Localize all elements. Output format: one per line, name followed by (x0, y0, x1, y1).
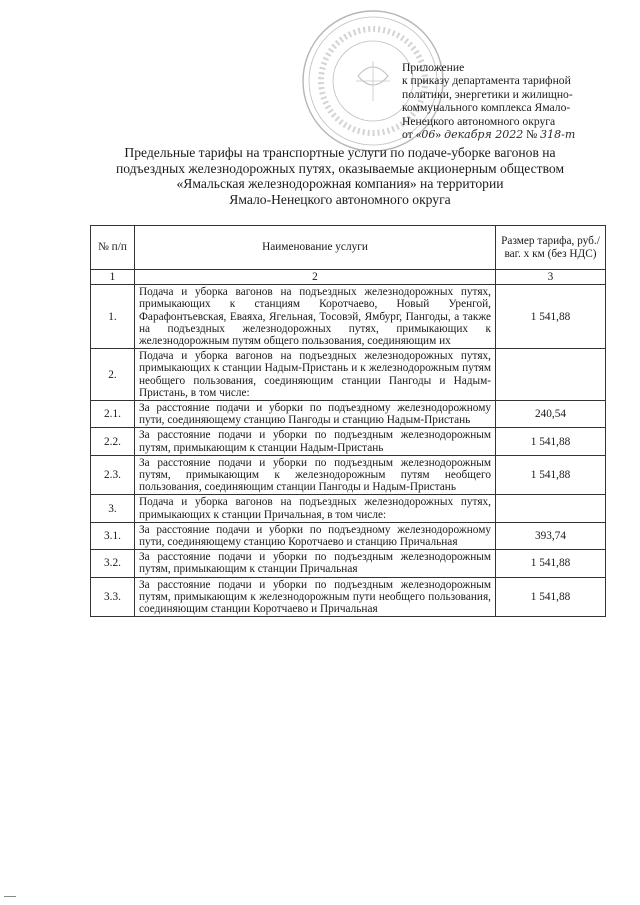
row-price: 1 541,88 (496, 550, 606, 577)
document-title (70, 145, 610, 207)
row-name: За расстояние подачи и уборки по подъездному железнодорожному пути, соединяющему станцию Коротчаево и станцию Причальная (135, 522, 496, 549)
row-price: 1 541,88 (496, 455, 606, 495)
title-line: Ямало-Ненецкого автономного округа (229, 191, 451, 207)
date-no: № (523, 128, 541, 142)
date-day: 06 (421, 128, 436, 142)
index-cell: 1 (91, 270, 135, 285)
row-name: За расстояние подачи и уборки по подъездным железнодорожным путям, примыкающим к железнодорожным пути необщего пользования, соединяющим станции Коротчаево и Причальная (135, 577, 496, 617)
row-num: 2. (91, 349, 135, 401)
row-price (496, 495, 606, 522)
row-num: 1. (91, 285, 135, 349)
date-month: декабря 2022 (444, 128, 524, 142)
table-row (91, 349, 606, 401)
table-index-row (91, 270, 606, 285)
table-row (91, 428, 606, 455)
row-num: 3.1. (91, 522, 135, 549)
appendix-line: коммунального комплекса Ямало- (402, 101, 571, 115)
index-cell: 3 (496, 270, 606, 285)
row-name: За расстояние подачи и уборки по подъездным железнодорожным путям, примыкающим к станции Надым-Пристань (135, 428, 496, 455)
appendix-line: к приказу департамента тарифной (402, 74, 571, 88)
row-num: 2.2. (91, 428, 135, 455)
row-price: 240,54 (496, 401, 606, 428)
row-num: 3.3. (91, 577, 135, 617)
index-cell: 2 (135, 270, 496, 285)
row-num: 3. (91, 495, 135, 522)
row-name: За расстояние подачи и уборки по подъездным железнодорожным путям, примыкающим к железнодорожным путям необщего пользования, соединяющим станции Пангоды и Надым-Пристань (135, 455, 496, 495)
appendix-line: Ненецкого автономного округа (402, 114, 556, 128)
title-line: «Ямальская железнодорожная компания» на территории (176, 176, 504, 192)
table-row (91, 495, 606, 522)
table-row (91, 401, 606, 428)
table-row (91, 577, 606, 617)
date-mid: » (435, 128, 445, 142)
appendix-line: Приложение (402, 61, 465, 74)
header-num: № п/п (91, 226, 135, 270)
row-num: 3.2. (91, 550, 135, 577)
row-price (496, 349, 606, 401)
date-prefix: от « (402, 128, 422, 142)
appendix-block (402, 61, 632, 141)
table-row (91, 522, 606, 549)
row-name: За расстояние подачи и уборки по подъездным железнодорожным путям, примыкающим к станции Причальная (135, 550, 496, 577)
appendix-line: политики, энергетики и жилищно- (402, 87, 573, 101)
appendix-date-line (402, 128, 632, 141)
title-line: подъездных железнодорожных путях, оказываемые акционерным обществом (115, 160, 565, 176)
table-header-row (91, 226, 606, 270)
row-price: 1 541,88 (496, 285, 606, 349)
row-name: За расстояние подачи и уборки по подъездному железнодорожному пути, соединяющему станцию Пангоды и станцию Надым-Пристань (135, 401, 496, 428)
table-row (91, 455, 606, 495)
scan-margin-mark (4, 896, 16, 897)
table-row (91, 285, 606, 349)
row-price: 1 541,88 (496, 577, 606, 617)
row-num: 2.3. (91, 455, 135, 495)
row-name: Подача и уборка вагонов на подъездных железнодорожных путях, примыкающих к станциям Коротчаево, Новый Уренгой, Фарафонтьевская, Еваяха, Ягельная, Тосовэй, Ямбург, Пангоды, а также на подъездных железнодорожных путях, примыкающих к железнодорожным путям общего пользования, соединяющим их (135, 285, 496, 349)
row-price: 1 541,88 (496, 428, 606, 455)
row-price: 393,74 (496, 522, 606, 549)
row-name: Подача и уборка вагонов на подъездных железнодорожных путях, примыкающих к станции Причальная, в том числе: (135, 495, 496, 522)
tariff-table (90, 225, 606, 617)
header-name: Наименование услуги (135, 226, 496, 270)
header-price: Размер тарифа, руб./ваг. х км (без НДС) (496, 226, 606, 270)
order-number: 318-т (540, 128, 576, 142)
row-name: Подача и уборка вагонов на подъездных железнодорожных путях, примыкающих к станции Надым-Пристань и к железнодорожным путям необщего пользования, соединяющим станции Пангоды и Надым-Пристань, в том числе: (135, 349, 496, 401)
row-num: 2.1. (91, 401, 135, 428)
table-row (91, 550, 606, 577)
title-line: Предельные тарифы на транспортные услуги по подаче-уборке вагонов на (124, 145, 556, 160)
